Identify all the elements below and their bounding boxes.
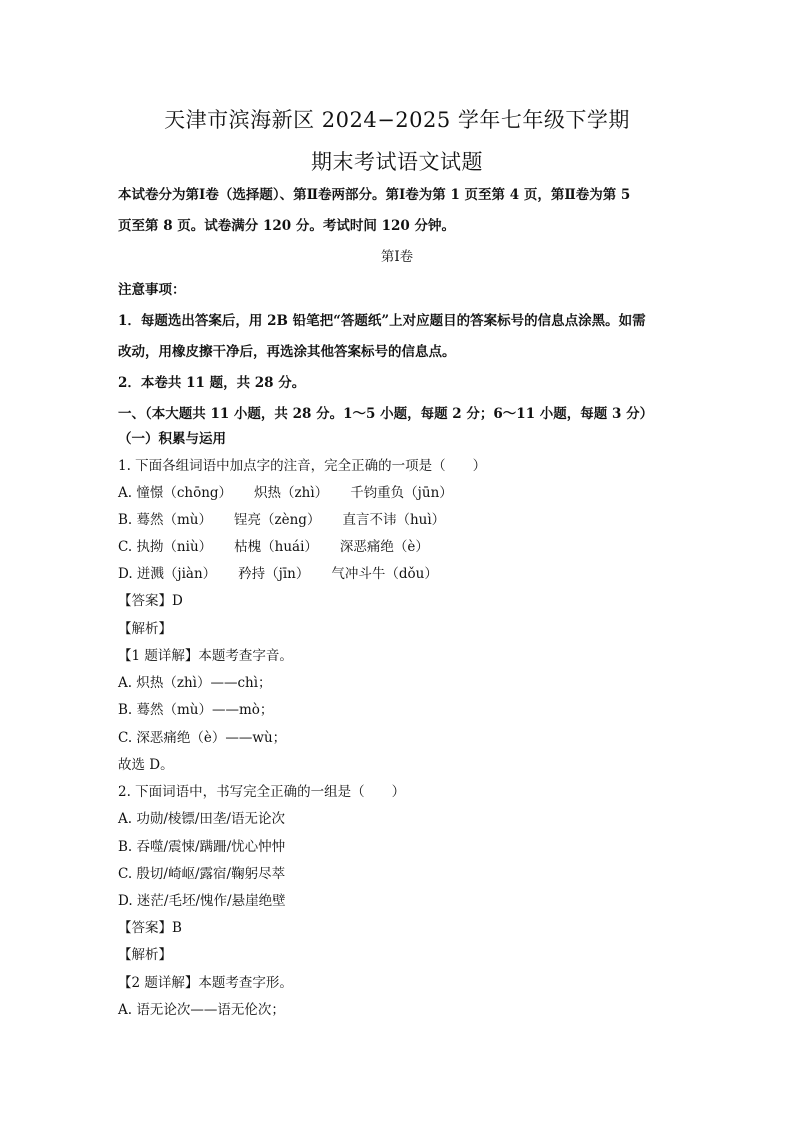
exam-title-line2: 期末考试语文试题 xyxy=(311,150,483,174)
notes-item1-line2: 改动，用橡皮擦干净后，再选涂其他答案标号的信息点。 xyxy=(118,344,456,360)
q1-explanation-b: B. 蓦然（mù）——mò； xyxy=(118,702,274,718)
section-heading: 一、（本大题共 11 小题，共 28 分。1～5 小题，每题 2 分；6～11 小题，每题 3 分） xyxy=(118,406,654,422)
q1-explanation-a: A. 炽热（zhì）——chì； xyxy=(118,675,272,691)
q1-option-c-word3: 深恶痛绝（è） xyxy=(339,539,429,555)
q2-answer: 【答案】B xyxy=(118,920,182,936)
q1-option-c xyxy=(118,538,429,556)
q2-option-c: C. 殷切/崎岖/露宿/鞠躬尽萃 xyxy=(118,866,286,882)
q1-option-b-word3: 直言不讳（huì） xyxy=(342,512,446,528)
q1-answer: 【答案】D xyxy=(118,593,183,609)
notes-heading: 注意事项： xyxy=(118,282,186,298)
q1-conclusion: 故选 D。 xyxy=(118,757,174,773)
notes-item1-line1: 1．每题选出答案后，用 2B 铅笔把“答题纸”上对应题目的答案标号的信息点涂黑。如需 xyxy=(118,313,646,329)
q2-option-b: B. 吞噬/震悚/蹒跚/忧心忡忡 xyxy=(118,839,286,855)
exam-title-line1: 天津市滨海新区 2024−2025 学年七年级下学期 xyxy=(164,108,630,132)
intro-line2: 页至第 8 页。试卷满分 120 分。考试时间 120 分钟。 xyxy=(118,218,455,234)
q1-analysis-label: 【解析】 xyxy=(118,621,172,637)
q1-option-d xyxy=(118,565,438,583)
volume-label: 第Ⅰ卷 xyxy=(380,249,414,265)
q1-option-a-word2: 炽热（zhì） xyxy=(254,485,329,501)
q1-option-a-word1: A. 憧憬（chōng） xyxy=(118,485,233,501)
section-sub: （一）积累与运用 xyxy=(118,431,226,447)
q1-detail: 【1 题详解】本题考查字音。 xyxy=(118,648,293,664)
q1-option-c-word2: 枯槐（huái） xyxy=(234,539,318,555)
q1-option-d-word3: 气冲斗牛（dǒu） xyxy=(331,566,438,582)
q1-option-b-word2: 锃亮（zèng） xyxy=(234,512,321,528)
q2-explanation-a: A. 语无论次——语无伦次； xyxy=(118,1002,285,1018)
q1-option-b-word1: B. 蓦然（mù） xyxy=(118,512,212,528)
q2-option-d: D. 迷茫/毛坯/愧作/悬崖绝壁 xyxy=(118,893,286,909)
q2-detail: 【2 题详解】本题考查字形。 xyxy=(118,975,293,991)
notes-item2: 2．本卷共 11 题，共 28 分。 xyxy=(118,375,306,391)
intro-line1: 本试卷分为第Ⅰ卷（选择题）、第Ⅱ卷两部分。第Ⅰ卷为第 1 页至第 4 页，第Ⅱ卷为第 5 xyxy=(118,187,631,203)
q1-option-d-word2: 矜持（jīn） xyxy=(238,566,310,582)
q1-option-d-word1: D. 迸溅（jiàn） xyxy=(118,566,217,582)
q2-stem: 2. 下面词语中，书写完全正确的一组是（ ） xyxy=(118,784,406,800)
q1-option-b xyxy=(118,511,445,529)
q2-analysis-label: 【解析】 xyxy=(118,947,172,963)
q1-explanation-c: C. 深恶痛绝（è）——wù； xyxy=(118,730,287,746)
q1-option-a xyxy=(118,484,453,502)
q1-option-c-word1: C. 执拗（niù） xyxy=(118,539,213,555)
q2-option-a: A. 功勋/棱镖/田垄/语无论次 xyxy=(118,811,285,827)
q1-stem: 1. 下面各组词语中加点字的注音，完全正确的一项是（ ） xyxy=(118,458,487,474)
q1-option-a-word3: 千钧重负（jūn） xyxy=(350,485,453,501)
